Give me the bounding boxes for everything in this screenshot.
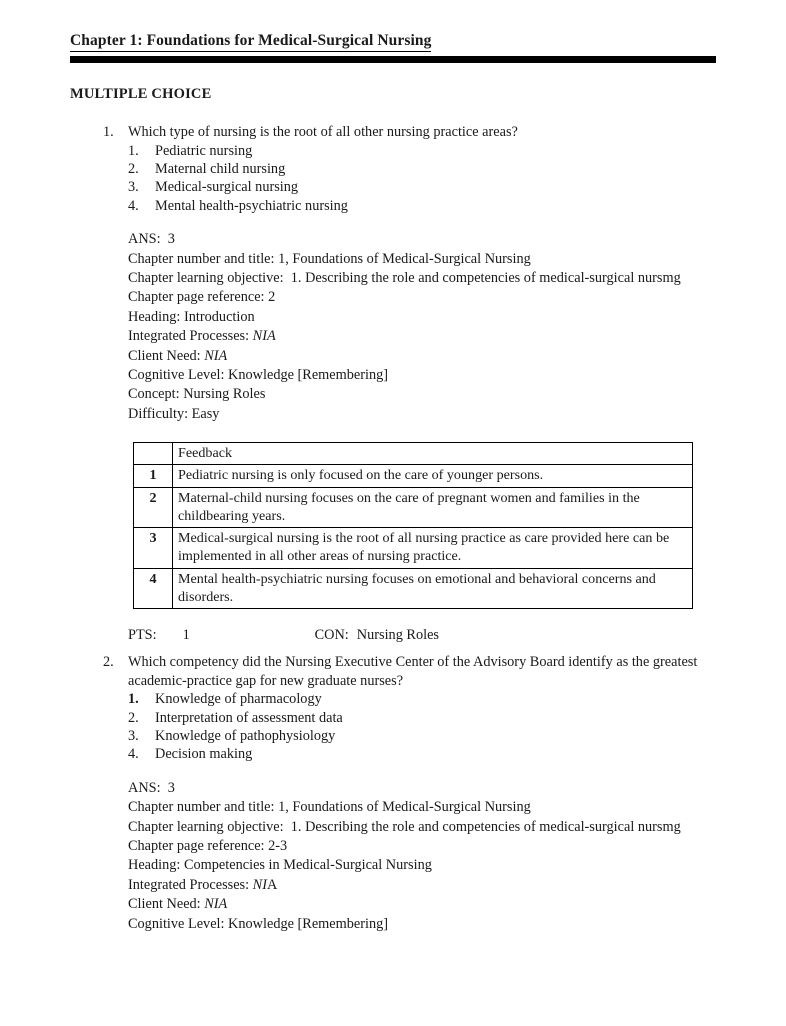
- option-number: 4.: [128, 746, 139, 763]
- client-need-value: NIA: [204, 347, 228, 364]
- chapter-page-reference-line: Chapter page reference: 2-3: [128, 838, 288, 855]
- integrated-processes-label: Integrated Processes:: [128, 876, 253, 893]
- chapter-learning-objective-line: Chapter learning objective: 1. Describing the role and competencies of medical-surgical nursmg: [128, 818, 681, 835]
- table-header-row: [134, 443, 693, 465]
- chapter-header: [70, 32, 718, 52]
- integrated-processes-line: [128, 876, 726, 895]
- table-header-blank-cell: [134, 443, 173, 465]
- answer-options-list: [0, 690, 786, 764]
- question-block-1: [0, 123, 786, 645]
- answer-option[interactable]: [0, 709, 786, 727]
- option-label: Maternal child nursing: [155, 161, 286, 177]
- table-row: [134, 465, 693, 487]
- question-text: Which type of nursing is the root of all other nursing practice areas?: [128, 124, 518, 140]
- question-metadata: [0, 779, 786, 934]
- heading-line: Heading: Introduction: [128, 308, 255, 325]
- table-row-number: 3: [134, 528, 173, 568]
- table-row-feedback: Maternal-child nursing focuses on the care of pregnant women and families in the childbearing years.: [173, 487, 693, 527]
- question-text: Which competency did the Nursing Executive Center of the Advisory Board identify as the greatest academic-practice gap for new graduate nurses?: [128, 654, 698, 689]
- option-label: Knowledge of pharmacology: [155, 691, 322, 708]
- option-number: 3.: [128, 728, 139, 744]
- chapter-number-title-line: Chapter number and title: 1, Foundations of Medical-Surgical Nursing: [128, 799, 531, 816]
- pts-value: 1: [182, 626, 190, 643]
- chapter-number-title-line: Chapter number and title: 1, Foundations of Medical-Surgical Nursing: [128, 250, 531, 267]
- option-number: 3.: [128, 179, 139, 196]
- table-row-number: 2: [134, 487, 173, 527]
- question-stem-row: [0, 123, 786, 142]
- cognitive-level-line: Cognitive Level: Knowledge [Remembering]: [128, 915, 389, 932]
- section-heading-multiple-choice: MULTIPLE CHOICE: [70, 86, 212, 102]
- answer-key-line: ANS: 3: [128, 231, 175, 248]
- answer-option[interactable]: [0, 160, 786, 178]
- integrated-processes-value: NIA: [252, 328, 276, 345]
- header-divider-rule: [70, 56, 716, 63]
- answer-options-list: [0, 142, 786, 216]
- option-number: 4.: [128, 197, 139, 214]
- chapter-learning-objective-line: Chapter learning objective: 1. Describing the role and competencies of medical-surgical nursmg: [128, 270, 681, 287]
- difficulty-line: Difficulty: Easy: [128, 405, 220, 422]
- integrated-processes-label: Integrated Processes:: [128, 328, 253, 345]
- chapter-page-reference-line: Chapter page reference: 2: [128, 289, 276, 306]
- question-metadata: [0, 230, 786, 424]
- question-number: 2.: [103, 654, 114, 670]
- option-number: 1.: [128, 142, 139, 159]
- pts-label: PTS:: [128, 626, 157, 643]
- client-need-line: [128, 895, 726, 914]
- option-label: Mental health-psychiatric nursing: [155, 197, 348, 214]
- option-label: Pediatric nursing: [155, 142, 253, 159]
- page-title: Chapter 1: Foundations for Medical-Surgical Nursing: [70, 32, 431, 52]
- concept-line: Concept: Nursing Roles: [128, 386, 266, 403]
- table-row-feedback: Medical-surgical nursing is the root of all nursing practice as care provided here can be implemented in all other areas of nursing practice.: [173, 528, 693, 568]
- answer-option[interactable]: [0, 745, 786, 763]
- feedback-table: [133, 442, 693, 609]
- table-header-feedback: Feedback: [173, 443, 693, 465]
- question-stem-row: [0, 653, 786, 690]
- option-label: Knowledge of pathophysiology: [155, 728, 336, 744]
- option-number: 2.: [128, 709, 139, 726]
- table-row-number: 1: [134, 465, 173, 487]
- answer-option[interactable]: [0, 690, 786, 708]
- table-row: [134, 568, 693, 608]
- integrated-processes-suffix: A: [266, 876, 278, 893]
- client-need-value: NIA: [204, 896, 228, 913]
- answer-key-line: ANS: 3: [128, 779, 175, 796]
- table-row: [134, 487, 693, 527]
- option-number: 2.: [128, 161, 139, 177]
- option-label: Decision making: [155, 746, 253, 763]
- option-number: 1.: [128, 691, 139, 708]
- question-block-2: [0, 653, 786, 934]
- integrated-processes-value: NI: [252, 876, 267, 893]
- feedback-table-container: [0, 442, 786, 609]
- answer-option[interactable]: [0, 178, 786, 196]
- table-row-number: 4: [134, 568, 173, 608]
- option-label: Medical-surgical nursing: [155, 179, 299, 196]
- table-row-feedback: Mental health-psychiatric nursing focuses on emotional and behavioral concerns and disorders.: [173, 568, 693, 608]
- question-number: 1.: [103, 124, 114, 140]
- answer-option[interactable]: [0, 142, 786, 160]
- answer-option[interactable]: [0, 727, 786, 745]
- client-need-label: Client Need:: [128, 896, 205, 913]
- heading-line: Heading: Competencies in Medical-Surgical Nursing: [128, 857, 432, 874]
- integrated-processes-line: [128, 327, 726, 346]
- cognitive-level-line: Cognitive Level: Knowledge [Remembering]: [128, 367, 389, 384]
- con-value: Nursing Roles: [356, 626, 439, 643]
- option-label: Interpretation of assessment data: [155, 709, 343, 726]
- table-row-feedback: Pediatric nursing is only focused on the care of younger persons.: [173, 465, 693, 487]
- table-row: [134, 528, 693, 568]
- client-need-label: Client Need:: [128, 347, 205, 364]
- client-need-line: [128, 347, 726, 366]
- con-label: CON:: [314, 626, 349, 643]
- pts-con-line: [0, 626, 786, 645]
- answer-option[interactable]: [0, 197, 786, 215]
